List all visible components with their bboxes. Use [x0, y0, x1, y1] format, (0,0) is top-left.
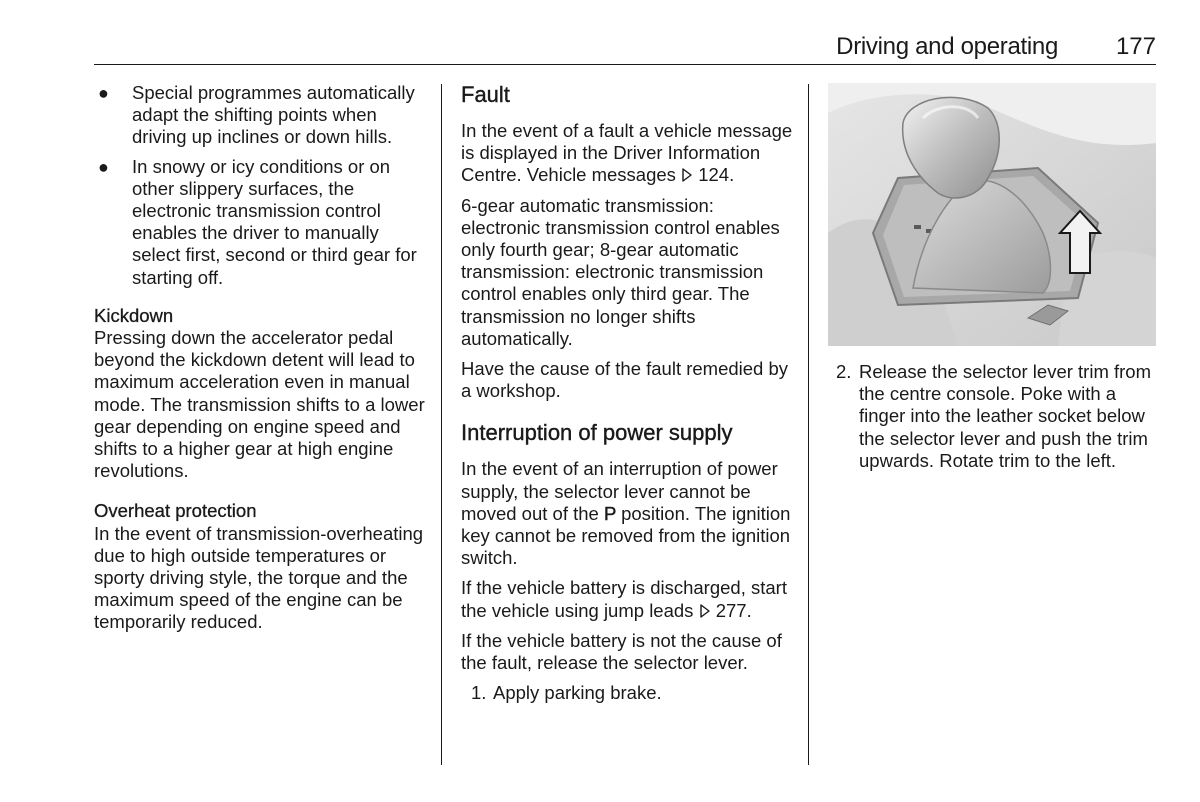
step-list: [836, 361, 1158, 472]
page-reference-arrow-icon: [699, 604, 711, 618]
step-list: [461, 682, 797, 704]
page-reference-arrow-icon: [681, 168, 693, 182]
list-item: ● In snowy or icy conditions or on other slippery surfaces, the electronic transmission control enables the driver to manually select first, second or third gear for starting off.: [98, 155, 417, 288]
fault-heading: Fault: [461, 82, 510, 107]
fault-paragraph-3: Have the cause of the fault remedied by a workshop.: [461, 358, 789, 402]
page-number: 177: [1115, 33, 1156, 60]
section-title: Driving and operating: [836, 33, 1058, 60]
overheat-heading: Overheat protection: [94, 500, 257, 522]
kickdown-heading: Kickdown: [94, 304, 174, 326]
column-divider-left: [441, 84, 442, 765]
fault-paragraph-1: In the event of a fault a vehicle message is displayed in the Driver Information Centre. Vehicle messages 124.: [461, 120, 793, 186]
bullet-icon: ●: [98, 156, 109, 177]
bullet-icon: ●: [98, 83, 109, 103]
page-header: [94, 30, 1156, 65]
fault-paragraph-2: 6-gear automatic transmission: electronic transmission control enables only fourth gear; 8-gear automatic transmission: electronic transmission control enables only third gear. The transmission no longer shifts automatically.: [461, 194, 780, 349]
gear-position-label: P: [603, 502, 616, 524]
list-item: 1. Apply parking brake.: [471, 682, 662, 704]
feature-bullet-list: [94, 82, 430, 289]
interruption-paragraph-1: In the event of an interruption of power supply, the selector lever cannot be moved out of the P position. The ignition key cannot be removed from the ignition switch.: [461, 458, 791, 569]
overheat-text: In the event of transmission-overheating due to high outside temperatures or sporty driving style, the torque and the maximum speed of the engine can be temporarily reduced.: [94, 522, 424, 633]
interruption-paragraph-3: If the vehicle battery is not the cause of the fault, release the selector lever.: [461, 629, 782, 674]
list-item: 2. Release the selector lever trim from the centre console. Poke with a finger into the leather socket below the selector lever and push the trim upwards. Rotate trim to the left.: [836, 361, 1151, 471]
selector-lever-photo: [828, 83, 1156, 346]
interruption-heading: Interruption of power supply: [461, 420, 733, 446]
column-right: [836, 361, 1158, 472]
column-left: [94, 82, 430, 642]
kickdown-text: Pressing down the accelerator pedal beyond the kickdown detent will lead to maximum acceleration even in manual mode. The transmission shifts to a lower gear depending on engine speed and shifts to a higher gear at high engine revolutions.: [94, 327, 425, 482]
column-middle: [461, 82, 797, 704]
column-divider-right: [808, 84, 809, 765]
list-item: ● Special programmes automatically adapt the shifting points when driving up inclines or down hills.: [98, 82, 415, 148]
interruption-paragraph-2: If the vehicle battery is discharged, start the vehicle using jump leads 277.: [461, 577, 787, 621]
